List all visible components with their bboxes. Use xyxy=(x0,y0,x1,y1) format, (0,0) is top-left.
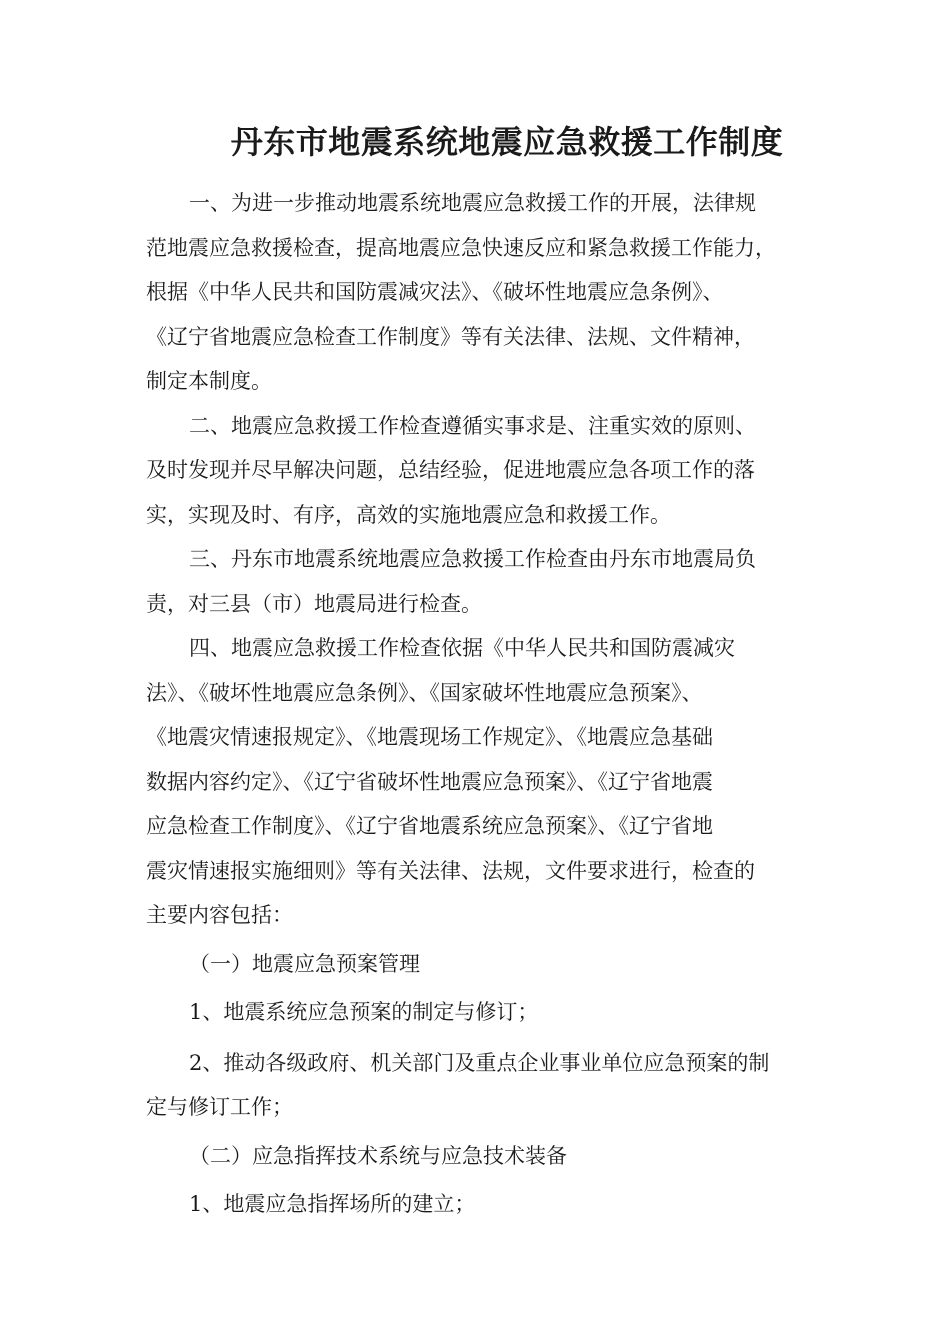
paragraph-1-line-2: 范地震应急救援检查，提高地震应急快速反应和紧急救援工作能力， xyxy=(146,235,776,260)
paragraph-4-line-3: 《地震灾情速报规定》、《地震现场工作规定》、《地震应急基础 xyxy=(146,725,713,749)
paragraph-4-line-5: 应急检查工作制度》、《辽宁省地震系统应急预案》、《辽宁省地 xyxy=(146,814,713,838)
list-item-1-1: 1、地震系统应急预案的制定与修订； xyxy=(189,1000,539,1024)
paragraph-1-line-3: 根据《中华人民共和国防震减灾法》、《破坏性地震应急条例》、 xyxy=(146,280,724,304)
paragraph-4-line-6: 震灾情速报实施细则》等有关法律、法规，文件要求进行，检查的 xyxy=(146,858,755,883)
list-item-2-1: 1、地震应急指挥场所的建立； xyxy=(189,1192,476,1216)
document-title: 丹东市地震系统地震应急救援工作制度 xyxy=(230,123,784,161)
paragraph-2-line-2: 及时发现并尽早解决问题，总结经验，促进地震应急各项工作的落 xyxy=(146,458,755,482)
paragraph-3-line-2: 责，对三县（市）地震局进行检查。 xyxy=(146,591,482,616)
paragraph-4-line-1: 四、地震应急救援工作检查依据《中华人民共和国防震减灾 xyxy=(189,636,735,660)
paragraph-1-line-5: 制定本制度。 xyxy=(146,369,272,393)
paragraph-2-line-3: 实，实现及时、有序，高效的实施地震应急和救援工作。 xyxy=(146,502,671,527)
list-item-1-2-line-1: 2、推动各级政府、机关部门及重点企业事业单位应急预案的制 xyxy=(189,1050,770,1075)
paragraph-3-line-1: 三、丹东市地震系统地震应急救援工作检查由丹东市地震局负 xyxy=(189,547,756,571)
paragraph-2-line-1: 二、地震应急救援工作检查遵循实事求是、注重实效的原则、 xyxy=(189,413,756,438)
paragraph-4-line-2: 法》、《破坏性地震应急条例》、《国家破坏性地震应急预案》、 xyxy=(146,680,703,705)
section-heading-1: （一）地震应急预案管理 xyxy=(189,951,420,976)
paragraph-4-line-7: 主要内容包括： xyxy=(146,903,293,927)
list-item-1-2-line-2: 定与修订工作； xyxy=(146,1095,293,1119)
paragraph-1-line-1: 一、为进一步推动地震系统地震应急救援工作的开展，法律规 xyxy=(189,191,756,215)
section-heading-2: （二）应急指挥技术系统与应急技术装备 xyxy=(189,1143,567,1168)
document-body xyxy=(146,181,826,1227)
paragraph-4-line-4: 数据内容约定》、《辽宁省破坏性地震应急预案》、《辽宁省地震 xyxy=(146,769,713,794)
paragraph-1-line-4: 《辽宁省地震应急检查工作制度》等有关法律、法规、文件精神， xyxy=(146,324,755,349)
